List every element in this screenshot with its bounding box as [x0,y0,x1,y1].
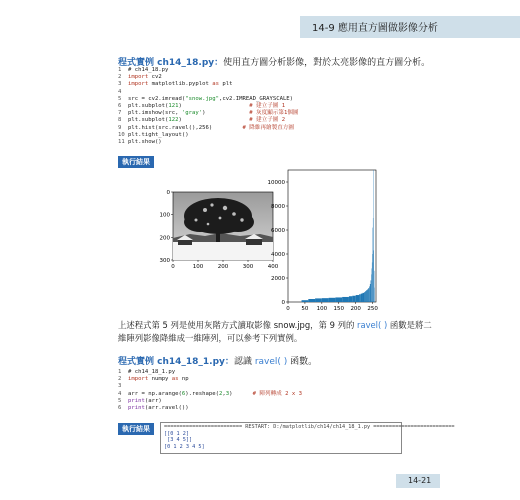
code-token: # ch14_18_1.py [128,369,176,375]
code1-line [118,132,299,139]
line-number: 6 [118,405,122,412]
code-token: "snow.jpg" [185,95,219,102]
code-token: , [222,390,226,397]
image-x-tick-label: 100 [192,264,204,270]
histogram-bar [342,297,349,302]
shell-output-line-1: [[0 1 2] [164,430,189,437]
code-token: (arr.ravel()) [144,405,189,412]
line-number: 3 [118,81,122,88]
histogram-y-tick-label: 6000 [271,228,285,234]
code-token: import [128,376,149,383]
histogram-bar [349,296,352,302]
code-token: plt.show() [128,139,162,146]
histogram-x-axis [286,302,378,312]
line-number: 11 [118,139,125,146]
paragraph-text-1: 上述程式第 5 列是使用灰階方式讀取影像 snow.jpg，第 9 列的 [118,320,357,330]
line-number: 9 [118,124,122,131]
histogram-bar [335,297,342,302]
code-token: src = cv2.imread( [128,95,186,102]
histogram-x-tick-label: 150 [333,306,345,312]
image-y-tick-label: 0 [166,190,170,196]
code-token: # 降維再繪製直方圖 [242,124,295,131]
line-number: 1 [118,369,122,375]
chapter-header-title: 14-9 應用直方圖做影像分析 [312,23,438,34]
image-y-axis [160,190,174,264]
code2-line [118,405,302,412]
line-number: 6 [118,103,122,110]
histogram-bar [364,292,365,302]
code-token: plt [218,81,233,88]
code-token: plt.hist(src.ravel(),256) [128,124,243,131]
histogram-bar [368,288,369,302]
histogram-bar [322,298,329,302]
line-number: 2 [118,74,122,81]
code-token: 2 [218,390,223,397]
code1-line [118,67,299,74]
code-token: as [212,81,219,88]
example-name-2: 程式實例 ch14_18_1.py [118,357,225,367]
code-token: ) [178,103,250,110]
code-token: (arr) [144,397,162,404]
page-number: 14-21 [408,476,432,485]
code1-line [118,74,299,81]
code-token: # 陣列轉成 2 x 3 [252,390,302,397]
code1-line [118,125,299,132]
line-number: 4 [118,88,122,95]
example-ravel-function: ravel( ) [254,357,288,367]
code-token: 122 [168,117,179,124]
code-token: ) [202,110,250,117]
histogram-plot-area [288,170,376,302]
image-y-tick-label: 300 [159,258,170,264]
histogram-bar [356,295,359,302]
example-colon-2: ： [224,357,234,367]
histogram-y-axis [268,180,289,306]
histogram-bar [369,286,370,302]
histogram-y-tick-label: 10000 [267,180,285,186]
code-token: np [178,376,189,383]
histogram-x-tick-label: 100 [316,306,328,312]
histogram-chart [262,166,382,312]
code2-line [118,383,302,390]
python-shell-output [160,422,455,454]
code2-line [118,376,302,383]
code1-line [118,81,299,88]
image-x-tick-label: 300 [242,264,254,270]
histogram-y-tick-label: 2000 [271,276,285,282]
histogram-x-tick-label: 200 [350,306,361,312]
histogram-x-tick-label: 50 [301,306,309,312]
histogram-x-tick-label: 0 [286,306,290,312]
code-token: 121 [168,103,179,110]
example-description: 使用直方圖分析影像，對於太亮影像的直方圖分析。 [223,58,431,68]
code-token: # 灰度顯示第1個圖 [249,110,299,117]
example-colon: ： [214,58,224,68]
image-x-tick-label: 400 [267,264,278,270]
histogram-bar [367,289,368,302]
code2-line [118,391,302,398]
line-number: 5 [118,95,122,102]
code-token: as [171,376,179,383]
snow-image-subplot [150,190,278,272]
code-token: matplotlib.pyplot [148,81,213,88]
result-label: 執行結果 [118,156,154,168]
histogram-bar [361,294,363,302]
histogram-bar [329,298,336,302]
shell-output-line-2: [3 4 5]] [164,437,193,444]
paragraph-text-2: 函數是將二維陣列影像降維成一維陣列，可以參考下列實例。 [118,320,432,343]
code-token: numpy [148,376,172,383]
image-x-tick-label: 0 [171,264,175,270]
histogram-bar [366,290,367,302]
histogram-bar [359,294,361,302]
shell-output-line-3: [0 1 2 3 4 5] [164,443,205,450]
line-number: 2 [118,376,122,383]
code1-line [118,89,299,96]
code-token: 6 [181,390,186,397]
histogram-bar [362,293,364,302]
code-token: plt.tight_layout() [128,131,189,138]
code-token: print [128,397,145,404]
example-description-2b: 函數。 [287,357,318,367]
line-number: 3 [118,383,122,390]
code1-line [118,117,299,124]
paragraph-ravel-function: ravel( ) [357,320,388,330]
code2-line [118,398,302,405]
code-token: # 建立子圖 1 [249,103,286,110]
code-token: import [128,81,149,88]
code-token: # ch14_18.py [128,67,169,73]
histogram-bar [315,298,322,302]
code-token: ,cv2.IMREAD_GRAYSCALE) [218,95,294,102]
code-token: import [128,74,149,81]
code-token: plt.subplot( [128,117,169,124]
histogram-y-tick-label: 0 [281,300,285,306]
code-listing-ch14-18 [118,67,299,146]
image-y-tick-label: 200 [159,235,170,242]
explanation-paragraph [118,319,436,345]
code1-line [118,96,299,103]
code1-line [118,139,299,146]
line-number: 8 [118,117,122,124]
shell-restart-line: ========================= RESTART: D:/matplotlib/ch14/ch14_18_1.py ========================== [164,424,455,430]
code-token: plt.imshow(src, [128,110,182,117]
histogram-bar [370,284,371,302]
histogram-x-tick-label: 250 [367,306,378,312]
example-name: 程式實例 ch14_18.py [118,58,215,68]
code-token: 3 [225,390,230,397]
histogram-bar [302,300,309,302]
histogram-bar [308,299,315,302]
code-listing-ch14-18-1 [118,369,302,412]
code-token: ) [229,390,253,397]
line-number: 5 [118,397,122,404]
histogram-y-tick-label: 4000 [271,252,285,258]
code-token: arr = np.arange( [128,390,182,397]
image-y-tick-label: 100 [159,212,170,219]
code-token: plt.subplot( [128,103,169,110]
code-token: print [128,405,145,412]
line-number: 1 [118,67,122,73]
histogram-bar [352,296,355,302]
histogram-y-tick-label: 8000 [271,204,285,210]
histogram-bar [365,291,366,302]
code-token: 'gray' [181,110,203,117]
code-token: ) [178,117,250,124]
line-number: 7 [118,110,122,117]
example-description-2: 認識 [233,357,255,367]
histogram-bar [371,280,372,302]
image-x-tick-label: 200 [217,264,229,270]
code2-line [118,369,302,376]
code-token: ).reshape( [185,390,219,397]
example-title-ch14-18-1 [118,354,317,367]
code-token: cv2 [148,74,162,81]
code-token: # 建立子圖 2 [249,117,286,124]
line-number: 10 [118,131,125,138]
result-label-2: 執行結果 [118,423,154,435]
line-number: 4 [118,390,122,397]
